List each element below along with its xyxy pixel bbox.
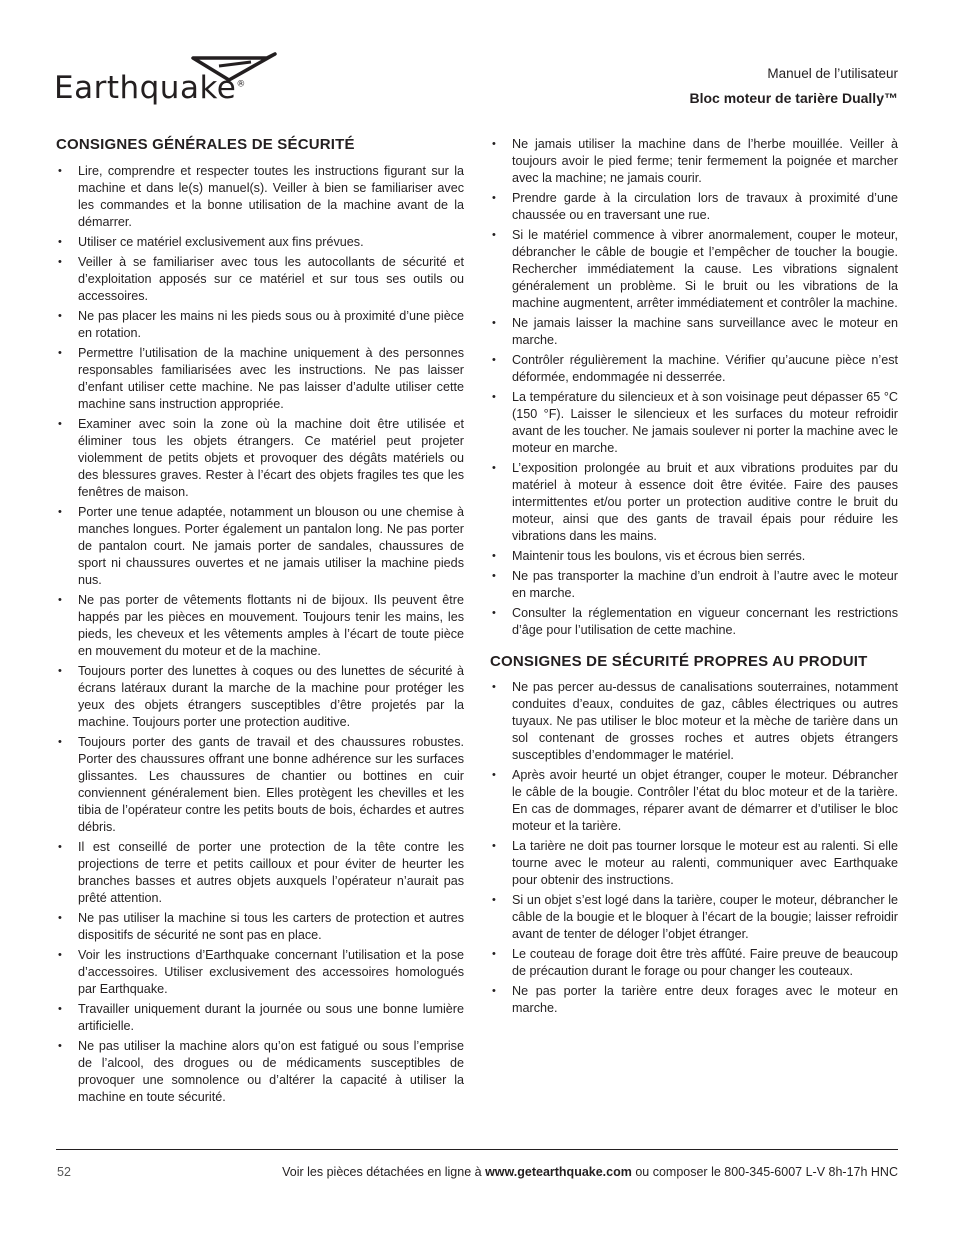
list-item-text: Le couteau de forage doit être très affûté. Faire preuve de beaucoup de précaution durant le forage ou pour changer les couteaux. [512,947,898,978]
list-item [490,605,898,639]
list-item [56,1001,464,1035]
bullet-icon: • [58,236,62,248]
list-item-text: Ne jamais utiliser la machine dans de l’herbe mouillée. Veiller à toujours avoir le pied ferme; tenir fermement la poignée et marcher avec la machine; ne jamais courir. [512,137,898,185]
list-item [56,234,464,251]
page-number: 52 [57,1165,71,1179]
bullet-icon: • [58,347,62,359]
bullet-icon: • [492,391,496,403]
list-item-text: Ne pas utiliser la machine alors qu’on est fatigué ou sous l’emprise de l’alcool, des drogues ou de médicaments susceptibles de provoquer une somnolence ou d’altérer la capacité à utiliser la machine en toute sécurité. [78,1039,464,1104]
list-item-text: L’exposition prolongée au bruit et aux vibrations produites par du matériel à moteur à essence doit être évitée. Faire des pauses intermittentes et/ou porter un protection auditive contre le bruit du moteur, ainsi que des gants de travail épais pour réduire les vibrations dans les mains. [512,461,898,543]
list-item-text: Examiner avec soin la zone où la machine doit être utilisée et éliminer tous les objets étrangers. Ce matériel peut projeter violemment de petits objets et provoquer des dégâts matériels ou des blessures graves. Rester à l’écart des objets fragiles tes que les fenêtres de maison. [78,417,464,499]
list-item [56,910,464,944]
bullet-icon: • [492,570,496,582]
section-product-safety-heading: CONSIGNES DE SÉCURITÉ PROPRES AU PRODUIT [490,653,868,670]
bullet-icon: • [492,985,496,997]
bullet-icon: • [58,912,62,924]
list-item-text: Ne pas porter de vêtements flottants ni de bijoux. Ils peuvent être happés par les pièces en mouvement. Toujours tenir les mains, les pieds, les cheveux et les vêtements amples à l’écart de toute pièce en mouvement du moteur et de la machine. [78,593,464,658]
list-item-text: Ne pas utiliser la machine si tous les carters de protection et autres dispositifs de sécurité ne sont pas en place. [78,911,464,942]
list-item [490,679,898,764]
list-item [490,568,898,602]
footer-text: Voir les pièces détachées en ligne à www.getearthquake.com ou composer le 800-345-6007 L-V 8h-17h HNC [282,1165,898,1179]
left-column [56,136,464,1109]
list-item-text: Après avoir heurté un objet étranger, couper le moteur. Débrancher le câble de la bougie. Contrôler l’état du bloc moteur et de la tarière. En cas de dommages, réparer avant de démarrer et d’utiliser le bloc moteur et la tarière. [512,768,898,833]
list-item-text: Maintenir tous les boulons, vis et écrous bien serrés. [512,549,806,563]
list-item [490,352,898,386]
manual-title: Bloc moteur de tarière Dually™ [689,90,898,106]
list-item [56,416,464,501]
list-item [56,947,464,998]
list-item [56,504,464,589]
list-item [490,315,898,349]
list-item [56,839,464,907]
list-item-text: Ne pas transporter la machine d’un endroit à l’autre avec le moteur en marche. [512,569,898,600]
list-item-text: Ne pas porter la tarière entre deux forages avec le moteur en marche. [512,984,898,1015]
list-item [56,1038,464,1106]
section-general-safety-heading: CONSIGNES GÉNÉRALES DE SÉCURITÉ [56,136,355,153]
list-item [56,308,464,342]
list-item [490,190,898,224]
list-item [490,136,898,187]
bullet-icon: • [58,1040,62,1052]
list-item-text: Utiliser ce matériel exclusivement aux fins prévues. [78,235,364,249]
list-item-text: Prendre garde à la circulation lors de travaux à proximité d’une chaussée ou en traversant une rue. [512,191,898,222]
list-item [490,767,898,835]
list-item-text: Ne pas placer les mains ni les pieds sous ou à proximité d’une pièce en rotation. [78,309,464,340]
bullet-icon: • [492,607,496,619]
list-item-text: Veiller à se familiariser avec tous les autocollants de sécurité et d’exploitation apposés sur ce matériel et sur tous ses outils ou accessoires. [78,255,464,303]
bullet-icon: • [58,736,62,748]
footer-divider [56,1149,898,1150]
bullet-icon: • [492,354,496,366]
list-item [490,983,898,1017]
list-item-text: La tarière ne doit pas tourner lorsque le moteur est au ralenti. Si elle tourne avec le moteur au ralenti, communiquer avec Earthquake pour obtenir des instructions. [512,839,898,887]
list-item-text: Consulter la réglementation en vigueur concernant les restrictions d’âge pour l’utilisation de cette machine. [512,606,898,637]
bullet-icon: • [58,841,62,853]
bullet-icon: • [492,229,496,241]
bullet-icon: • [492,462,496,474]
bullet-icon: • [492,138,496,150]
list-item [490,227,898,312]
list-item-text: Travailler uniquement durant la journée ou sous une bonne lumière artificielle. [78,1002,464,1033]
manual-subtitle: Manuel de l’utilisateur [767,66,898,81]
bullet-icon: • [492,840,496,852]
list-item [56,663,464,731]
bullet-icon: • [58,418,62,430]
list-item-text: Ne pas percer au-dessus de canalisations souterraines, notamment conduites d’eaux, conduites de gaz, câbles électriques ou autres tuyaux. Ne pas utiliser le bloc moteur et la mèche de tarière dans un sol contenant de grosses roches et autres objets étrangers susceptibles d’endommager le matériel. [512,680,898,762]
right-column [490,136,898,1020]
list-item-text: Lire, comprendre et respecter toutes les instructions figurant sur la machine et dans le(s) manuel(s). Veiller à bien se familiariser avec les commandes et la bonne utilisation de la machine avant de la démarrer. [78,164,464,229]
bullet-icon: • [492,550,496,562]
footer-url-link[interactable]: www.getearthquake.com [485,1165,632,1179]
bullet-icon: • [58,256,62,268]
logo-wordmark: Earthquake® [54,70,246,106]
list-item-text: Permettre l’utilisation de la machine uniquement à des personnes responsables familiarisées avec les instructions. Ne pas laisser d’enfant utiliser cette machine. Ne pas laisser d’adulte utiliser cette machine sans instruction appropriée. [78,346,464,411]
product-safety-list [490,679,898,1017]
list-item [56,254,464,305]
earthquake-logo [54,52,278,114]
bullet-icon: • [58,949,62,961]
list-item [56,163,464,231]
bullet-icon: • [58,165,62,177]
list-item [56,592,464,660]
list-item-text: Si un objet s’est logé dans la tarière, couper le moteur, débrancher le câble de la bougie et le bloquer à l’écart de la bougie; laisser refroidir avant de tenter de déloger l’objet étranger. [512,893,898,941]
list-item-text: Ne jamais laisser la machine sans surveillance avec le moteur en marche. [512,316,898,347]
list-item [56,734,464,836]
list-item [490,892,898,943]
list-item [490,548,898,565]
bullet-icon: • [492,894,496,906]
bullet-icon: • [58,1003,62,1015]
bullet-icon: • [58,665,62,677]
list-item-text: Voir les instructions d’Earthquake concernant l’utilisation et la pose d’accessoires. Utiliser exclusivement des accessoires homologués par Earthquake. [78,948,464,996]
general-safety-list-left [56,163,464,1106]
list-item [56,345,464,413]
list-item-text: Toujours porter des lunettes à coques ou des lunettes de sécurité à écrans latéraux durant la marche de la machine pour protéger les yeux des objets étrangers susceptibles d’être projetés par la machine. Toujours porter une protection auditive. [78,664,464,729]
list-item [490,389,898,457]
bullet-icon: • [58,310,62,322]
list-item [490,838,898,889]
bullet-icon: • [492,681,496,693]
list-item-text: Contrôler régulièrement la machine. Vérifier qu’aucune pièce n’est déformée, endommagée ni desserrée. [512,353,898,384]
list-item-text: Porter une tenue adaptée, notamment un blouson ou une chemise à manches longues. Porter également un pantalon long. Ne pas porter de pantalon court. Ne jamais porter de sandales, chaussures de sport ni chaussures ouvertes et ne jamais utiliser la machine pieds nus. [78,505,464,587]
list-item-text: Toujours porter des gants de travail et des chaussures robustes. Porter des chaussures offrant une bonne adhérence sur les surfaces glissantes. Les chaussures de chantier ou bottines en cuir conviennent généralement bien. Elles protègent les chevilles et les tibia de l’opérateur contre les petits bouts de bois, échardes et autres débris. [78,735,464,834]
list-item [490,460,898,545]
general-safety-list-right [490,136,898,639]
bullet-icon: • [492,317,496,329]
list-item-text: Si le matériel commence à vibrer anormalement, couper le moteur, débrancher le câble de bougie et l’empêcher de toucher la bougie. Rechercher immédiatement la cause. Les vibrations signalent généralement un problème. Si le bruit ou les vibrations de la machine augmentent, arrêter immédiatement et contrôler la machine. [512,228,898,310]
list-item [490,946,898,980]
bullet-icon: • [58,594,62,606]
bullet-icon: • [58,506,62,518]
bullet-icon: • [492,192,496,204]
list-item-text: Il est conseillé de porter une protection de la tête contre les projections de terre et petits cailloux et pour éviter de heurter les branches basses et autres objets auxquels l’opérateur n’aurait pas prêté attention. [78,840,464,905]
list-item-text: La température du silencieux et à son voisinage peut dépasser 65 °C (150 °F). Laisser le silencieux et les surfaces du moteur refroidir avant de les toucher. Ne jamais soulever ni porter la machine avec le moteur en marche. [512,390,898,455]
bullet-icon: • [492,769,496,781]
bullet-icon: • [492,948,496,960]
